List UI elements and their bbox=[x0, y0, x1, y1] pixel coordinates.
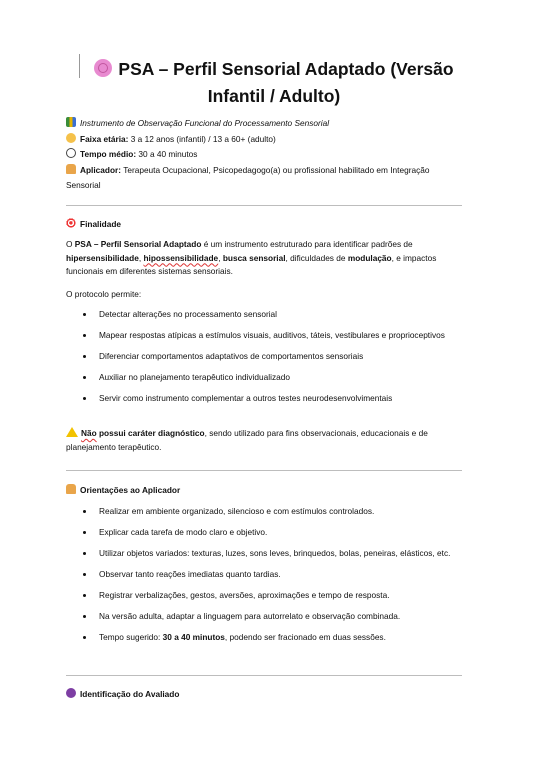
protocol-intro: O protocolo permite: bbox=[66, 289, 142, 299]
title-text: PSA – Perfil Sensorial Adaptado (Versão Infantil / Adulto) bbox=[118, 59, 454, 106]
identificacao-heading-text: Identificação do Avaliado bbox=[80, 689, 180, 699]
list-item: Realizar em ambiente organizado, silencioso e com estímulos controlados. bbox=[66, 505, 462, 518]
orientacoes-list bbox=[66, 505, 462, 652]
list-item: Na versão adulta, adaptar a linguagem para autorrelato e observação combinada. bbox=[66, 610, 462, 623]
list-item: Diferenciar comportamentos adaptativos de comportamentos sensoriais bbox=[66, 350, 462, 363]
finalidade-list bbox=[66, 308, 462, 413]
warning-paragraph bbox=[66, 427, 462, 454]
time-suggested-rest: , podendo ser fracionado em duas sessões. bbox=[224, 632, 386, 642]
applicator-label: Aplicador: bbox=[80, 164, 122, 175]
list-item: Mapear respostas atípicas a estímulos visuais, auditivos, táteis, vestibulares e proprioceptivos bbox=[66, 329, 462, 342]
p1-i: , dificuldades de bbox=[285, 252, 348, 263]
list-item: Detectar alterações no processamento sensorial bbox=[66, 308, 462, 321]
p1-b: PSA – Perfil Sensorial Adaptado bbox=[74, 239, 202, 249]
meta-age bbox=[66, 132, 466, 148]
warning-icon bbox=[66, 427, 78, 437]
list-item bbox=[66, 631, 462, 644]
divider bbox=[66, 675, 462, 676]
p1-g: , bbox=[218, 252, 223, 263]
page-title bbox=[84, 56, 464, 110]
baby-icon bbox=[66, 133, 76, 143]
book-icon bbox=[66, 117, 76, 127]
brain-icon bbox=[94, 59, 112, 77]
divider bbox=[66, 470, 462, 471]
meta-instrument bbox=[66, 116, 466, 132]
list-item-text: Servir como instrumento complementar a outros testes neurodesenvolvimentais bbox=[99, 393, 393, 403]
section-heading-identificacao bbox=[66, 688, 179, 699]
meta-time bbox=[66, 147, 466, 163]
list-item: Utilizar objetos variados: texturas, luzes, sons leves, brinquedos, bolas, peneiras, elásticos, etc. bbox=[66, 547, 462, 560]
meta-applicator bbox=[66, 163, 466, 194]
person-icon bbox=[66, 164, 76, 174]
warn-bold-a: Não bbox=[81, 428, 97, 438]
list-item: Explicar cada tarefa de modo claro e objetivo. bbox=[66, 526, 462, 539]
list-item: Observar tanto reações imediatas quanto tardias. bbox=[66, 568, 462, 581]
section-heading-finalidade bbox=[66, 218, 121, 229]
age-value: 3 a 12 anos (infantil) / 13 a 60+ (adulto) bbox=[130, 133, 276, 144]
person-icon bbox=[66, 484, 76, 494]
meta-block bbox=[66, 116, 466, 194]
applicator-value: Terapeuta Ocupacional, Psicopedagogo(a) ou profissional habilitado em Integração Sensorial bbox=[66, 164, 430, 190]
target-icon bbox=[66, 218, 76, 228]
list-item: Registrar verbalizações, gestos, aversões, aproximações e tempo de resposta. bbox=[66, 589, 462, 602]
instrument-text: Instrumento de Observação Funcional do Processamento Sensorial bbox=[80, 118, 330, 128]
age-label: Faixa etária: bbox=[80, 133, 129, 144]
user-icon bbox=[66, 688, 76, 698]
divider bbox=[66, 205, 462, 206]
section-heading-orientacoes bbox=[66, 484, 180, 495]
list-item bbox=[66, 392, 462, 405]
p1-f: hipossensibilidade bbox=[143, 252, 219, 263]
text-cursor bbox=[79, 54, 80, 78]
time-value: 30 a 40 minutos bbox=[138, 149, 198, 159]
warn-bold-b: possui caráter diagnóstico bbox=[96, 428, 205, 438]
warn-rest: , sendo utilizado para fins observacionais, educacionais e de planejamento terapêutico. bbox=[66, 428, 428, 452]
p1-e: , bbox=[138, 252, 144, 263]
p1-d: hipersensibilidade bbox=[66, 252, 139, 263]
finalidade-paragraph bbox=[66, 238, 462, 279]
p1-a: O bbox=[66, 239, 75, 249]
p1-j: modulação bbox=[347, 252, 392, 263]
list-item: Auxiliar no planejamento terapêutico individualizado bbox=[66, 371, 462, 384]
time-suggested-label: Tempo sugerido: bbox=[99, 632, 163, 642]
orientacoes-heading-text: Orientações ao Aplicador bbox=[80, 485, 181, 495]
finalidade-heading-text: Finalidade bbox=[80, 219, 122, 229]
p1-k: , e impactos funcionais em diferentes sistemas sensoriais. bbox=[66, 252, 437, 276]
p1-c: é um instrumento estruturado para identificar padrões de bbox=[201, 239, 413, 249]
time-label: Tempo médio: bbox=[80, 149, 137, 159]
time-suggested-value: 30 a 40 minutos bbox=[162, 632, 225, 642]
clock-icon bbox=[66, 148, 76, 158]
p1-h: busca sensorial bbox=[222, 252, 286, 263]
